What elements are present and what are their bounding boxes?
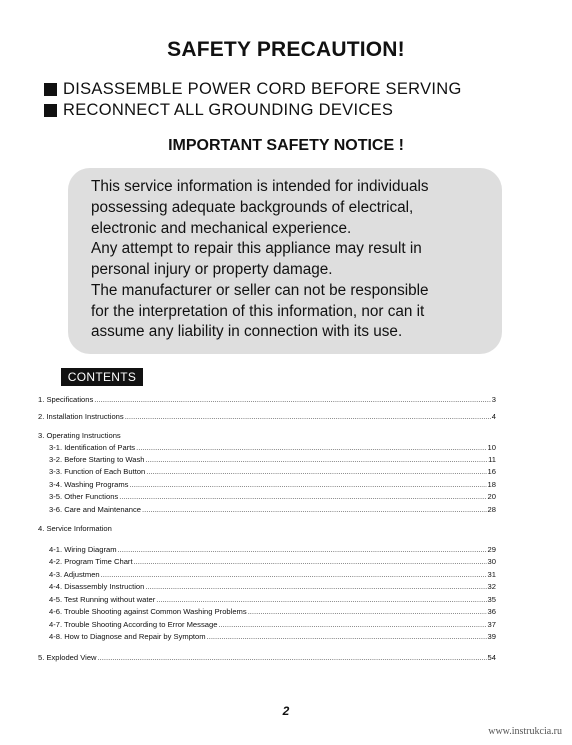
toc-entry[interactable] bbox=[49, 455, 496, 464]
toc-page: 18 bbox=[487, 480, 496, 489]
toc-label: 3-2. Before Starting to Wash bbox=[49, 455, 145, 464]
toc-label: 3-6. Care and Maintenance bbox=[49, 505, 142, 514]
toc-leader bbox=[129, 480, 486, 489]
toc-page: 31 bbox=[487, 570, 496, 579]
toc-leader bbox=[142, 505, 487, 514]
toc-page: 3 bbox=[491, 395, 496, 404]
toc-leader bbox=[207, 632, 487, 641]
notice-line: assume any liability in connection with its use. bbox=[91, 323, 403, 340]
toc-page: 37 bbox=[487, 620, 496, 629]
toc-label: 5. Exploded View bbox=[38, 653, 97, 662]
toc-entry[interactable] bbox=[49, 557, 496, 566]
warning-line-1 bbox=[44, 80, 462, 99]
toc-label: 2. Installation Instructions bbox=[38, 412, 124, 421]
watermark-site: www.instrukcia.ru bbox=[488, 726, 562, 737]
toc-entry[interactable] bbox=[49, 595, 496, 604]
toc-leader bbox=[146, 455, 488, 464]
toc-entry[interactable] bbox=[49, 443, 496, 452]
warning-text: DISASSEMBLE POWER CORD BEFORE SERVING bbox=[63, 80, 462, 98]
notice-line: possessing adequate backgrounds of electrical, bbox=[91, 199, 414, 216]
toc-label: 3-1. Identification of Parts bbox=[49, 443, 136, 452]
toc-label: 4-8. How to Diagnose and Repair by Symptom bbox=[49, 632, 206, 641]
toc-entry[interactable] bbox=[49, 632, 496, 641]
toc-page: 35 bbox=[487, 595, 496, 604]
warning-line-2 bbox=[44, 101, 393, 120]
toc-page: 39 bbox=[487, 632, 496, 641]
toc-entry[interactable] bbox=[49, 570, 496, 579]
toc-page: 32 bbox=[487, 582, 496, 591]
toc-label: 4-7. Trouble Shooting According to Error Message bbox=[49, 620, 218, 629]
toc-label: 4-6. Trouble Shooting against Common Washing Problems bbox=[49, 607, 247, 616]
toc-leader bbox=[218, 620, 486, 629]
toc-page: 30 bbox=[487, 557, 496, 566]
notice-title: IMPORTANT SAFETY NOTICE ! bbox=[168, 137, 404, 154]
toc-page: 4 bbox=[491, 412, 496, 421]
toc-leader bbox=[136, 443, 486, 452]
notice-line: electronic and mechanical experience. bbox=[91, 220, 352, 237]
page-title: SAFETY PRECAUTION! bbox=[167, 38, 405, 61]
toc-entry[interactable] bbox=[49, 467, 496, 476]
toc-page: 28 bbox=[487, 505, 496, 514]
toc-entry[interactable] bbox=[49, 607, 496, 616]
toc-entry[interactable] bbox=[49, 480, 496, 489]
toc-entry[interactable] bbox=[49, 505, 496, 514]
toc-leader bbox=[101, 570, 487, 579]
toc-leader bbox=[145, 582, 486, 591]
notice-line: for the interpretation of this information, nor can it bbox=[91, 303, 425, 320]
toc-page: 10 bbox=[487, 443, 496, 452]
toc-entry[interactable] bbox=[49, 582, 496, 591]
toc-label: 3. Operating Instructions bbox=[38, 431, 121, 440]
toc-page: 54 bbox=[487, 653, 496, 662]
page-number: 2 bbox=[282, 704, 290, 718]
toc-page: 11 bbox=[488, 455, 496, 464]
black-square-bullet-icon bbox=[44, 83, 57, 96]
toc-leader bbox=[156, 595, 486, 604]
toc-leader bbox=[94, 395, 490, 404]
toc-label: 3-5. Other Functions bbox=[49, 492, 119, 501]
toc-entry[interactable] bbox=[49, 545, 496, 554]
notice-line: This service information is intended for individuals bbox=[91, 178, 429, 195]
toc-label: 4. Service Information bbox=[38, 524, 112, 533]
notice-line: personal injury or property damage. bbox=[91, 261, 333, 278]
notice-line: Any attempt to repair this appliance may result in bbox=[91, 240, 422, 257]
toc-entry[interactable] bbox=[49, 492, 496, 501]
toc-label: 1. Specifications bbox=[38, 395, 94, 404]
toc-label: 3-4. Washing Programs bbox=[49, 480, 129, 489]
toc-leader bbox=[248, 607, 487, 616]
toc-section-heading bbox=[38, 431, 496, 440]
toc-entry[interactable] bbox=[38, 653, 496, 662]
toc-page: 36 bbox=[487, 607, 496, 616]
toc-page: 20 bbox=[487, 492, 496, 501]
toc-label: 4-5. Test Running without water bbox=[49, 595, 156, 604]
toc-entry[interactable] bbox=[49, 620, 496, 629]
toc-label: 4-3. Adjustmen bbox=[49, 570, 100, 579]
warning-text: RECONNECT ALL GROUNDING DEVICES bbox=[63, 101, 394, 119]
toc-page: 29 bbox=[487, 545, 496, 554]
toc-leader bbox=[146, 467, 486, 476]
notice-line: The manufacturer or seller can not be responsible bbox=[91, 282, 429, 299]
toc-section-heading bbox=[38, 524, 496, 533]
toc-page: 16 bbox=[487, 467, 496, 476]
toc-leader bbox=[98, 653, 487, 662]
toc-entry[interactable] bbox=[38, 395, 496, 404]
toc-label: 3-3. Function of Each Button bbox=[49, 467, 146, 476]
toc-leader bbox=[118, 545, 487, 554]
black-square-bullet-icon bbox=[44, 104, 57, 117]
toc-leader bbox=[125, 412, 491, 421]
toc-label: 4-4. Disassembly Instruction bbox=[49, 582, 145, 591]
toc-leader bbox=[134, 557, 487, 566]
toc-leader bbox=[119, 492, 486, 501]
contents-heading: CONTENTS bbox=[61, 368, 143, 386]
toc-label: 4-1. Wiring Diagram bbox=[49, 545, 117, 554]
toc-label: 4-2. Program Time Chart bbox=[49, 557, 133, 566]
toc-entry[interactable] bbox=[38, 412, 496, 421]
